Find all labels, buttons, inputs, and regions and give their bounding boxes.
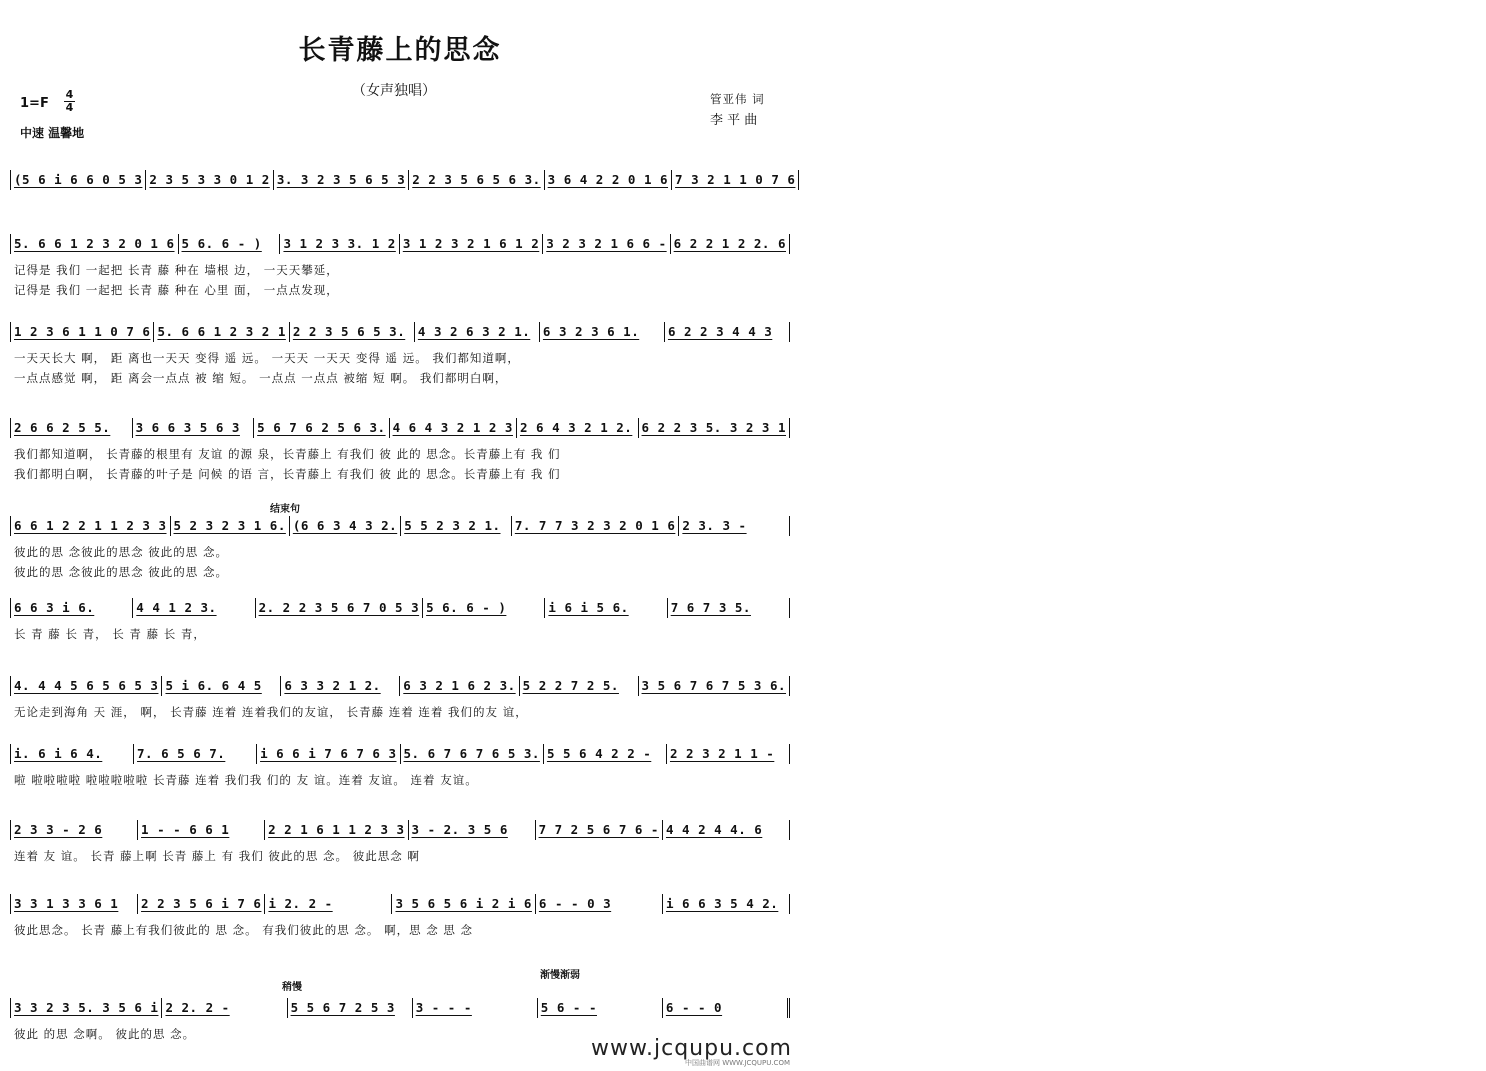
measure: 3 3 1 3 3 6 1	[10, 894, 138, 914]
measure: (6 6 3 4 3 2.	[290, 516, 401, 536]
measure: 6 2 2 1 2 2. 6	[671, 234, 790, 254]
slow-annotation: 稍慢	[282, 982, 302, 993]
measure: 3 1 2 3 2 1 6 1 2	[400, 234, 543, 254]
measure: 7 7 2 5 6 7 6 -	[536, 820, 663, 840]
measure: 4 6 4 3 2 1 2 3	[390, 418, 517, 438]
measure: 4 4 1 2 3.	[133, 598, 255, 618]
measure: 3 3 2 3 5. 3 5 6 i	[10, 998, 162, 1018]
measure: 5 5 2 3 2 1.	[401, 516, 512, 536]
measure: 4 3 2 6 3 2 1.	[415, 322, 540, 342]
measure: 7 3 2 1 1 0 7 6	[672, 170, 799, 190]
composer-credit: 李 平 曲	[710, 113, 758, 128]
measure: 2 3. 3 -	[679, 516, 790, 536]
measure: 1 2 3 6 1 1 0 7 6	[10, 322, 154, 342]
notation-line	[10, 320, 790, 344]
measure: i 2. 2 -	[265, 894, 392, 914]
measure: 1 - - 6 6 1	[138, 820, 265, 840]
measure: 5 6. 6 - )	[423, 598, 545, 618]
measure: 7 6 7 3 5.	[668, 598, 790, 618]
measure: 2 2 3 5 6 5 6 3.	[409, 170, 544, 190]
notation-line	[10, 232, 790, 256]
measure: 5. 6 6 1 2 3 2 0 1 6	[10, 234, 179, 254]
measure: 5 5 6 4 2 2 -	[544, 744, 667, 764]
measure: 2 3 3 - 2 6	[10, 820, 138, 840]
score-title: 长青藤上的思念	[298, 35, 502, 66]
time-signature-top: 4	[65, 88, 74, 101]
measure: 2. 2 2 3 5 6 7 0 5 3	[256, 598, 424, 618]
measure: 5 2 2 7 2 5.	[520, 676, 639, 696]
measure: 7. 6 5 6 7.	[134, 744, 257, 764]
notation-line	[10, 596, 790, 620]
key-signature: 1=F	[20, 96, 49, 111]
measure: 5 2 3 2 3 1 6.	[171, 516, 290, 536]
notation-line	[10, 674, 790, 698]
lyric-line: 我们都明白啊， 长青藤的叶子是 问候 的语 言，长青藤上 有我们 彼 此的 思念。长青藤上有 我 们	[14, 467, 561, 481]
measure: 5. 6 6 1 2 3 2 1	[154, 322, 289, 342]
lyric-line: 彼此 的思 念啊。 彼此的思 念。	[14, 1027, 196, 1041]
notation-line	[10, 514, 790, 538]
score-subtitle: （女声独唱）	[352, 83, 436, 99]
measure: 6 3 3 2 1 2.	[281, 676, 400, 696]
measure: i 6 6 i 7 6 7 6 3	[257, 744, 400, 764]
end-phrase-annotation: 结束句	[270, 504, 300, 515]
gradual-annotation: 渐慢渐弱	[540, 970, 580, 981]
measure: 2 3 5 3 3 0 1 2	[146, 170, 273, 190]
measure: 5 6. 6 - )	[179, 234, 281, 254]
time-signature	[64, 89, 75, 114]
lyric-line: 啦 啦啦啦啦 啦啦啦啦啦 长青藤 连着 我们我 们的 友 谊。连着 友谊。 连着 友谊。	[14, 773, 478, 787]
measure: 5 i 6. 6 4 5	[162, 676, 281, 696]
lyric-line: 彼此思念。 长青 藤上有我们彼此的 思 念。 有我们彼此的思 念。 啊，思 念 思 念	[14, 923, 474, 937]
measure: 5 5 6 7 2 5 3	[288, 998, 413, 1018]
measure: 4 4 2 4 4. 6	[663, 820, 790, 840]
measure: 3 6 4 2 2 0 1 6	[545, 170, 672, 190]
measure: 3 2 3 2 1 6 6 -	[543, 234, 670, 254]
watermark-text: www.jcqupu.com	[591, 1036, 792, 1061]
measure: 3 5 6 7 6 7 5 3 6.	[639, 676, 790, 696]
measure: 3 - 2. 3 5 6	[409, 820, 536, 840]
lyric-line: 一天天长大 啊， 距 离也一天天 变得 遥 远。 一天天 一天天 变得 遥 远。 我们都知道啊，	[14, 351, 520, 365]
tempo-marking: 中速 温馨地	[20, 126, 85, 140]
lyric-line: 彼此的思 念彼此的思念 彼此的思 念。	[14, 565, 228, 579]
measure: 2 6 6 2 5 5.	[10, 418, 133, 438]
lyric-line: 一点点感觉 啊， 距 离会一点点 被 缩 短。 一点点 一点点 被缩 短 啊。 我们都明白啊，	[14, 371, 508, 385]
measure: 6 3 2 1 6 2 3.	[400, 676, 519, 696]
notation-line	[10, 168, 796, 192]
notation-line	[10, 416, 790, 440]
measure: 3 6 6 3 5 6 3	[133, 418, 255, 438]
measure: 6 2 2 3 5. 3 2 3 1	[639, 418, 790, 438]
measure: 2 2 3 5 6 i 7 6	[138, 894, 265, 914]
lyric-line: 记得是 我们 一起把 长青 藤 种在 心里 面， 一点点发现，	[14, 283, 339, 297]
measure: 5 6 7 6 2 5 6 3.	[254, 418, 389, 438]
lyric-line: 长 青 藤 长 青， 长 青 藤 长 青，	[14, 627, 206, 641]
measure: 5 6 - -	[538, 998, 663, 1018]
notation-line	[10, 892, 790, 916]
measure: 2 2. 2 -	[162, 998, 287, 1018]
measure: i 6 i 5 6.	[545, 598, 667, 618]
lyricist-credit: 管亚伟 词	[710, 92, 765, 106]
measure: 3. 3 2 3 5 6 5 3	[274, 170, 409, 190]
measure: 6 - - 0	[663, 998, 790, 1018]
measure: i 6 6 3 5 4 2.	[663, 894, 790, 914]
measure: 5. 6 7 6 7 6 5 3.	[401, 744, 544, 764]
measure: (5 6 i 6 6 0 5 3	[10, 170, 146, 190]
measure: 2 6 4 3 2 1 2.	[517, 418, 639, 438]
measure: 3 1 2 3 3. 1 2	[280, 234, 399, 254]
measure: 6 6 3 i 6.	[10, 598, 133, 618]
notation-line	[10, 818, 790, 842]
watermark-small: 中国曲谱网 WWW.JCQUPU.COM	[684, 1059, 790, 1067]
lyric-line: 无论走到海角 天 涯， 啊， 长青藤 连着 连着我们的友谊， 长青藤 连着 连着 我们的友 谊，	[14, 705, 528, 719]
notation-line	[10, 742, 790, 766]
measure: i. 6 i 6 4.	[10, 744, 134, 764]
measure: 3 - - -	[413, 998, 538, 1018]
measure: 4. 4 4 5 6 5 6 5 3	[10, 676, 162, 696]
measure: 2 2 1 6 1 1 2 3 3	[265, 820, 408, 840]
measure: 3 5 6 5 6 i 2 i 6	[392, 894, 535, 914]
lyric-line: 彼此的思 念彼此的思念 彼此的思 念。	[14, 545, 228, 559]
measure: 2 2 3 5 6 5 3.	[290, 322, 415, 342]
lyric-line: 记得是 我们 一起把 长青 藤 种在 墙根 边， 一天天攀延，	[14, 263, 339, 277]
measure: 6 2 2 3 4 4 3	[665, 322, 790, 342]
measure: 6 3 2 3 6 1.	[540, 322, 665, 342]
notation-line	[10, 996, 790, 1020]
measure: 2 2 3 2 1 1 -	[667, 744, 790, 764]
time-signature-bottom: 4	[65, 101, 74, 114]
measure: 7. 7 7 3 2 3 2 0 1 6	[512, 516, 680, 536]
lyric-line: 我们都知道啊， 长青藤的根里有 友谊 的源 泉，长青藤上 有我们 彼 此的 思念。长青藤上有 我 们	[14, 447, 561, 461]
measure: 6 - - 0 3	[536, 894, 663, 914]
measure: 6 6 1 2 2 1 1 2 3 3	[10, 516, 171, 536]
lyric-line: 连着 友 谊。 长青 藤上啊 长青 藤上 有 我们 彼此的思 念。 彼此思念 啊	[14, 849, 420, 863]
